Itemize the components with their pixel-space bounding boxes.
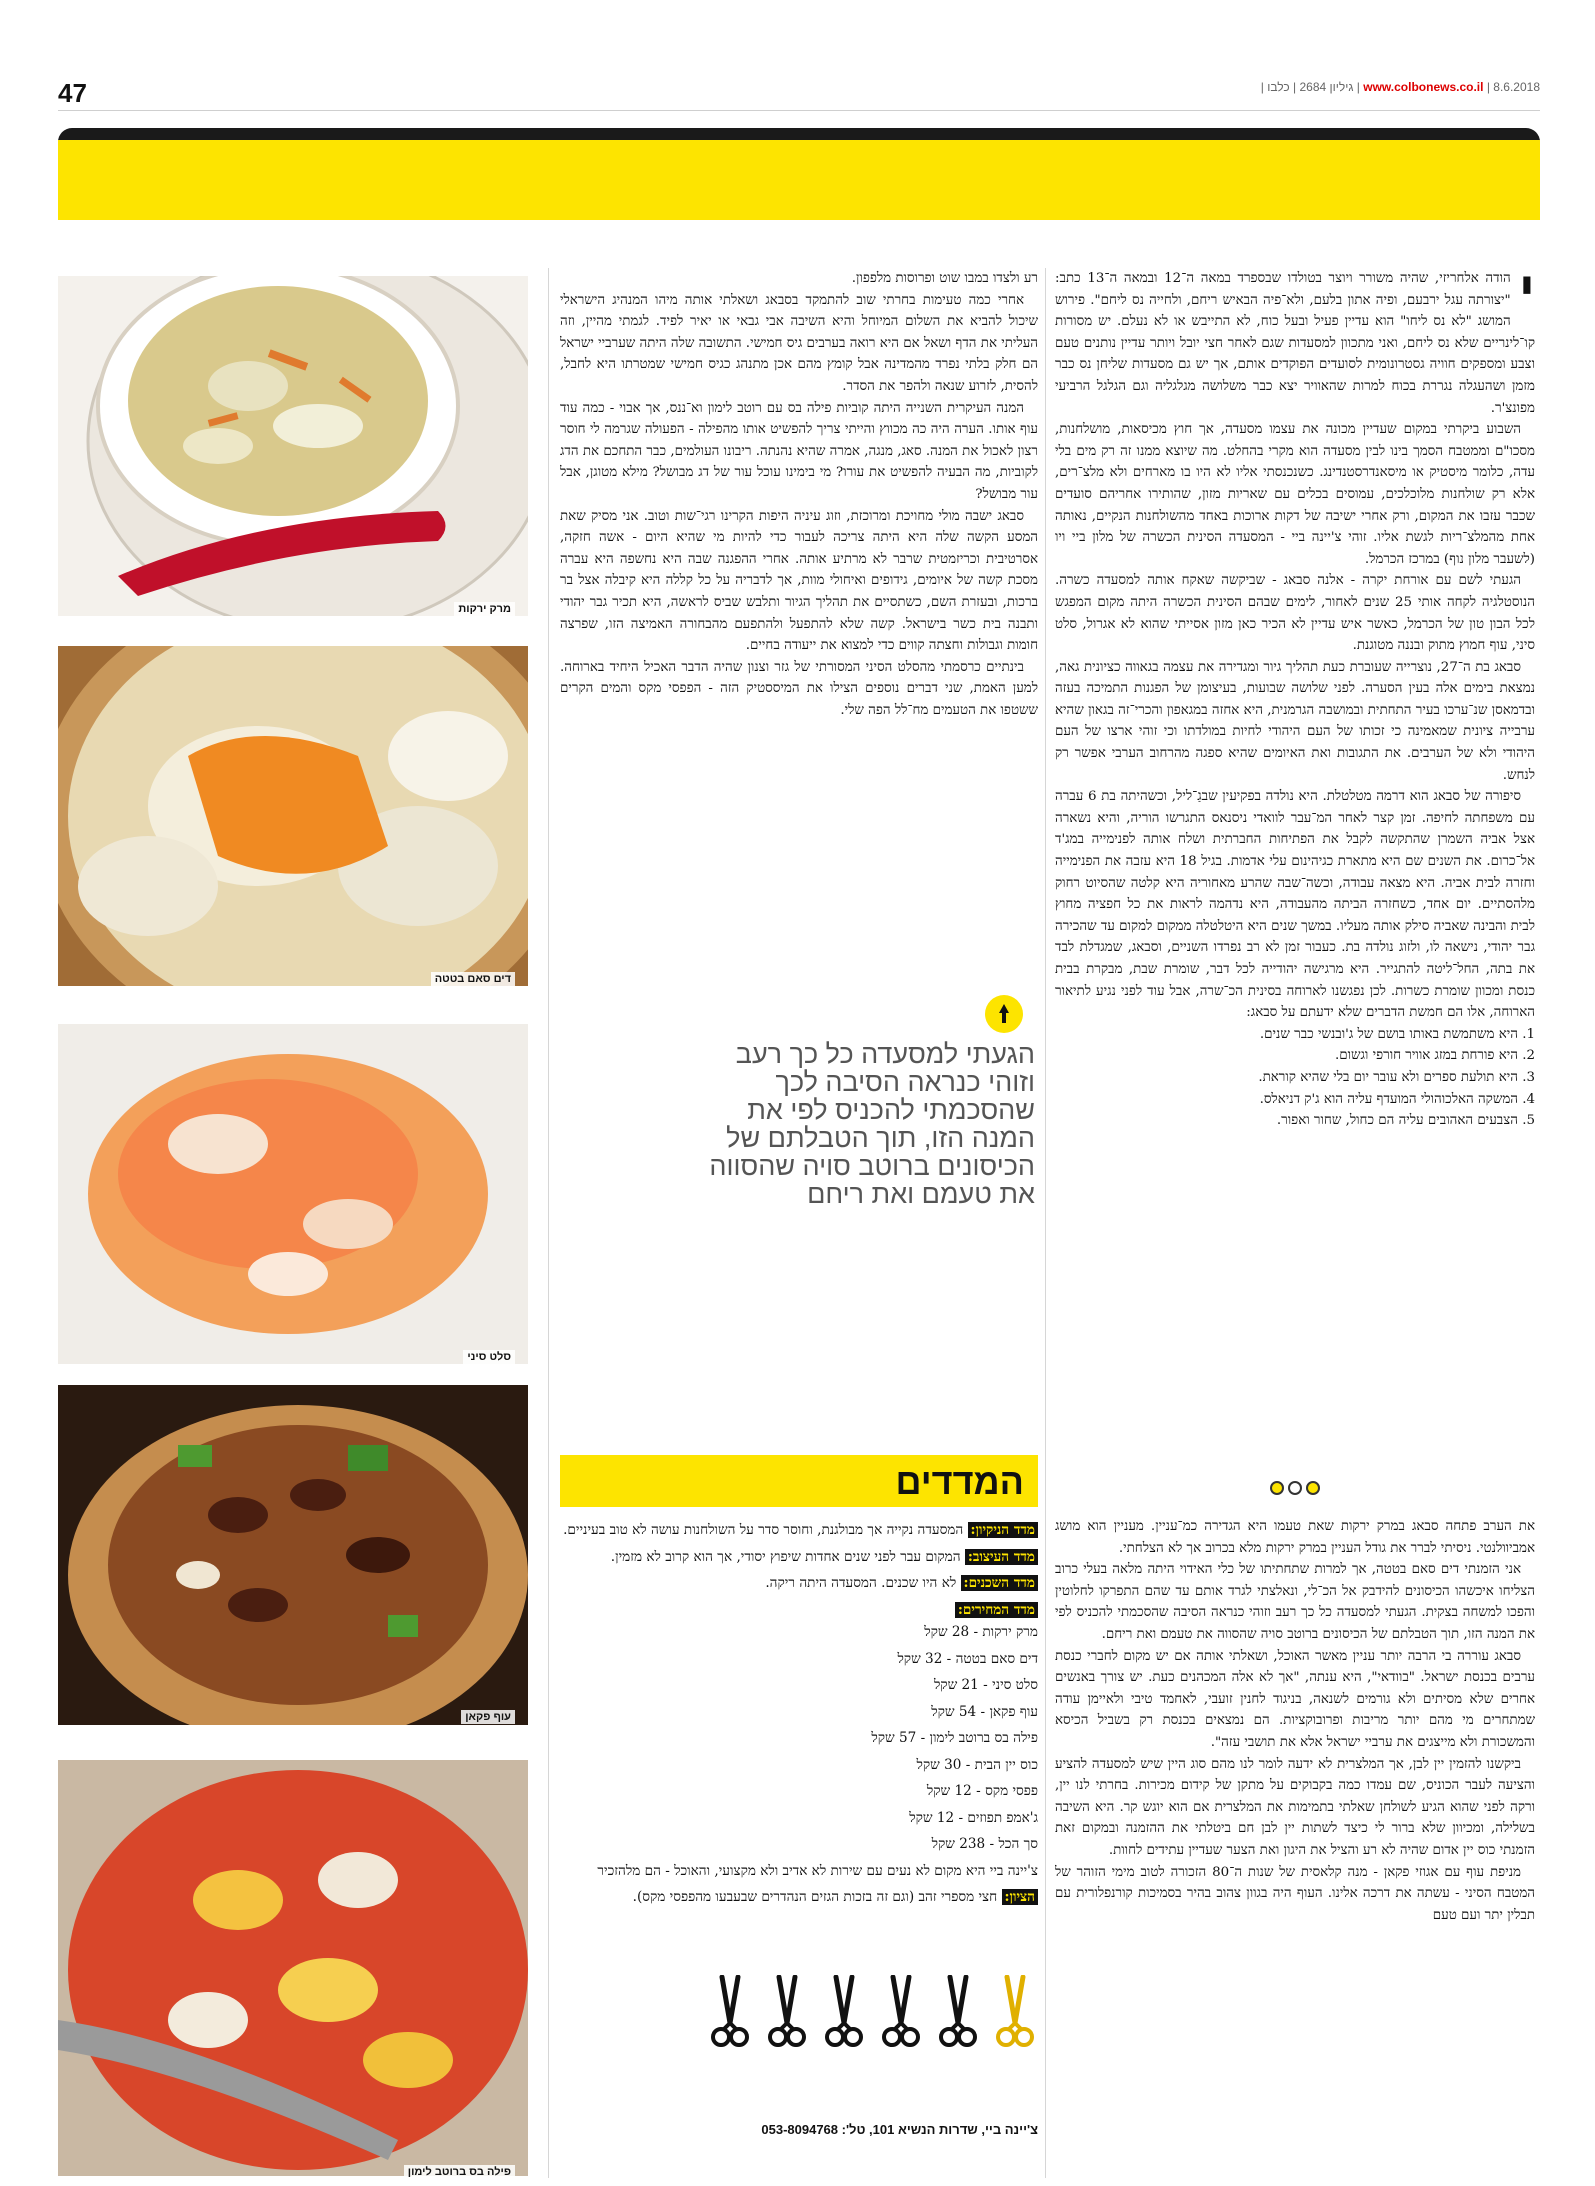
- paragraph: סבאג עוררה בי הרבה יותר עניין מאשר האוכל, ושאלתי אותה אם יש מקום לחברי כנסת ערבים בכנסת ישראל. "בוודאי", היא ענתה, "אך לא אלה המכהנים כעת. יש צורך באנשים אחרים שלא מסיתים ולא גורמים לשנאה, בניגוד לחנין זועבי, לאחמד טיבי ולאיימן עודה שמתחרים מי מהם יותר מריבות ופרובוקציות. הם נמצאים בכנסת רק בשביל הכיסא והמשכורת ולא מייצגים את ערביי ישראל אלא את תושבי עזה".: [1055, 1648, 1535, 1750]
- photo-caption: מרק ירקות: [454, 602, 515, 616]
- fact-item: 2. היא פורחת במזג אוויר חורפי וגשום.: [1334, 1048, 1535, 1064]
- fact-item: 1. היא משתמשת באותו בושם של ג'ובנשי כבר שנים.: [1259, 1026, 1535, 1042]
- article-column-1: [1055, 268, 1535, 1453]
- section-separator: [1055, 1480, 1535, 1499]
- price-item: סלט סיני - 21 שקל: [933, 1677, 1038, 1693]
- paragraph: סבאג ישבה מולי מחויכת ומרוכזת, וזוג עיניה היפות הקרינו רגי־שות וטוב. אני מסיק שאת המסע הקשה שלה היא היתה צריכה לעבור כדי להיות מי שהיא היום - אשה חזקה, אסרטיבית וכריזמטית שרבר לא מרתיע אותה. אחרי ההפגנה שבה היא נחשפה היא עברה מסכת קשה של איומים, גידופים ואיחולי מוות, אך לדבריה על כל קללה היא קיבלה אצל בר ברכות, ובעזרת השם, כשתסיים את תהליך הגיור ותלבש שביס לראשה, היא תכיר גבר יהודי ותבנה בית כשר בישראל. קשה שלא להתפעל ולהתפעם מהבחורה האמיצה הזו, שפרצה חומות וגבולות וחצתה קווים כדי למצוא את ייעודה בחיים.: [560, 508, 1038, 654]
- photo-caption: דים סאם בטטה: [431, 972, 515, 986]
- photo-salad: [58, 1024, 528, 1364]
- scissors-rating: [690, 1975, 1035, 2055]
- ratings-sidebar: [560, 1520, 1038, 1914]
- score-text: חצי מספרי זהב (וגם זה בזכות הגזים הנהדרים שבעבעו מהפפסי מקס).: [632, 1889, 998, 1905]
- photo-caption: עוף פקאן: [461, 1710, 515, 1724]
- paragraph: הגעתי לשם עם אורחת יקרה - אלנה סבאג - שביקשה שאקח אותה למסעדה כשרה. הנוסטלגיה לקחה אותי 25 שנים לאחור, לימים שבהם הסינית הכשרה היתה מקום המפגש לכל הבון טון של הכרמל, כאשר איש עדיין לא הכיר כאן מזון אסייתי שהוא לא אגרול, סלט סיני, עוף חמוץ מתוק ובננה מטוגנת.: [1055, 573, 1535, 654]
- scissors-icon: [708, 1975, 750, 2055]
- photo-caption: סלט סיני: [463, 1350, 515, 1364]
- photo-pecan-chicken: [58, 1385, 528, 1725]
- paragraph: סיפורה של סבאג הוא דרמה מטלטלת. היא נולדה בפקיעין שבגַ־ליל, וכשהיתה בת 6 עברה עם משפחתה לחיפה. זמן קצר לאחר המ־עבר לוואדי ניסנאס התגרשו הוריה, והיא נשארה אצל אביה השמרן שהתקשה לקבל את הפתיחות החברתית ושלח אותה לפנימייה במג'ד אל־כרום. את השנים שם היא מתארת כגיהינום עלי אדמות. בגיל 18 היא עזבה את הפנימייה וחזרה לבית אביה. היא מצאה עבודה, וכשה־שבה שהרע מאחוריה היא קלטה שהסיוט רחוק מלהסתיים. יום אחד, כשחזרה הביתה מהעבודה, היא נדהמה לראות את כל חפציה מחוץ לבית והבינה שאביה סילק אותה מעליו. במשך שנים היא היטלטלה ממקום למקום עד שהכירה גבר יהודי, נישאה לו, ולזוג נולדה בת. כעבור זמן לא רב נפרדו השניים, וסבאג, שמגדלת לבד את בתה, החל־ליטה להתגייר. היא מרגישה יהודייה לכל דבר, שומרת שבת, מבקרת בבית כנסת ומכוון שומרת כשרות. לכן נפגשנו לארוחה בסינית הכ־שרה, אבל עוד לפני נגיע לתיאור הארוחה, אלו הם חמשת הדברים שלא ידעתם על סבאג:: [1055, 789, 1535, 1021]
- rating-text: לא היו שכנים. המסעדה היתה ריקה.: [765, 1575, 957, 1591]
- paragraph: השבוע ביקרתי במקום שעדיין מכונה את עצמו מסעדה, אך חוץ מכיסאות, מושלחנות, מסכו"ם וממטבח הסמך בינו לבין מסעדה הוא מקרי בהחלט. מה שיוצא ממנו זה רק מים בלי עדה, כלומר מיסטיק או מיסאנדרסטנדינג. כשנכנסתי אליו לא היו בו מארחים ולא מלצ־רים, אלא רק שולחנות מלוכלכים, עמוסים בכלים עם שאריות מזון, שהותירו אחריהם סועדים שכבר עזבו את המקום, ורק אחרי ישיבה של דקות ארוכות באחד מהשולחנות הנקיים, נאותה אחת מהמלצ־ריות לגשת אליו. זוהי צ'יינה ביי - המסעדה הסינית הכשרה של מלון ביי ויו (לשעבר מלון נוף) במרכז הכרמל.: [1055, 422, 1535, 567]
- rating-tag: מדד המחירים:: [955, 1602, 1038, 1618]
- price-item: סך הכל - 238 שקל: [931, 1836, 1038, 1852]
- scissors-icon: [936, 1975, 978, 2055]
- rating-text: המקום עבר לפני שנים אחדות שיפוץ יסודי, אך הוא קרוב לא מזמין.: [610, 1548, 961, 1565]
- price-item: דים סאם בטטה - 32 שקל: [897, 1650, 1038, 1667]
- paragraph: המנה העיקרית השנייה היתה קוביות פילה בס עם רוטב לימון וא־ננס, אך אבוי - כמה עוד עוף אותו. הערה היה כה מכווץ והייתי צריך להפשיט אותו מהפילה - הפעולה שגרמה לי חוסר רצון לאכול את המנה. סאג, מנגה, אמרה שהיא נהנתה. ריבונו העולמים, כבר התחכם את הדג לקוביות, מה הבעיה להפשיט את עורו? מי בימינו עוכל עור של דג מבושל? מילא מטוגן, אבל עור מבושל?: [560, 400, 1038, 502]
- paragraph: הודה אלחריזי, שהיה משורר ויוצר בטולדו שבספרד במאה ה־12 ובמאה ה־13 כתב: "יצורתה עגל ירבעם, ופיה אתון בלעם, ולא־פיה הבאיש ריחם, ולחייה נס ליחם". פירוש המושג "לא נס ליחו" הוא עדיין פעיל ובעל כוח, לא התייבש או לא נעלם. יש מסורות קו־לינריים שלא נס ליחם, ואני מתכוון למסעדות שגם לאחר חצי יובל ויותר עדיין נותנים טעם וצבע ומספקים חוויה גסטרונומית לסועדים הפוקדים אותם, אך יש גם מסעדות שליחן נס כבר מזמן ושהעגלה נגררת בכוח למרות שהאוויר יצא כבר משלושה מגלגליה וגם הגלגל הרביעי מפונצ'ר.: [1055, 271, 1535, 416]
- scissors-icon: [822, 1975, 864, 2055]
- column-divider: [548, 268, 549, 2178]
- article-column-1b: [1055, 1516, 1535, 2181]
- page-number: 47: [58, 78, 87, 108]
- rating-text: המסעדה נקייה אך מבולגנת, וחוסר סדר על השולחנות עושה לא טוב בעיניים.: [563, 1522, 964, 1538]
- paragraph: ביקשנו להזמין יין לבן, אך המלצרית לא ידעה לומר לנו מהם סוג היין שיש למסעדה להציע והציעה לעבר הכוניס, שם עמדו כמה בקבוקים על מתקן של קידום מכירות. בחרתי לנו יין, ורקה לפני שהוא הגיע לשולחן שאלתי בתמימות את המלצרית אם הוא יוגש קר. היא השיבה בשלילה, ומכיוון שלא ברור לי כיצד לשתות יין לבן חם ביטלתי את ההזמנה ובמקום זאת הזמנתי כוס יין אדום שהיה לא רע והציל את היגון ואת הצער שעדיין עתידים לחוות.: [1055, 1756, 1535, 1858]
- drop-cap: י: [1518, 268, 1535, 321]
- fact-item: 5. הצבעים האהובים עליה הם כחול, שחור ואפור.: [1276, 1113, 1535, 1129]
- pull-quote: הגעתי למסעדה כל כך רעב וזוהי כנראה הסיבה לכך שהסכמתי להכניס לפי את המנה הזו, תוך הטבלתם של הכיסונים ברוטב סויה שהסווה את טעמם ואת ריחם: [709, 1039, 1035, 1209]
- photo-caption: פילה בס ברוטב לימון: [404, 2165, 515, 2179]
- separator-dot-icon: [1306, 1481, 1320, 1495]
- article-column-2: [560, 268, 1038, 888]
- paragraph: סבאג בת ה־27, נוצרייה שעוברת כעת תהליך גיור ומגדירה את עצמה בגאווה כציונית גאה, נמצאת בימים אלה בעין הסערה. לפני שלושה שבועות, בעיצומן של הפגנות התמיכה בעזה ובדמאסן שנ־ערכו בעיר התחתית ובמושבה הגרמנית, היא אחזה במגאפון והכרי־זה בגאון שהיא ערבייה ציונית שמאמינה כי זכותו של העם היהודי לחיות במולדתו וכי זוהי ארצו של העם היהודי ולא של הערבים. את התגובות ואת האיומים שהיא ספגה מהרחוב הערבי אפשר רק לנחש.: [1055, 659, 1535, 783]
- issue-info: 8.6.2018 | גיליון 2684 | כלבו |: [1260, 80, 1540, 94]
- price-item: מרק ירקות - 28 שקל: [924, 1624, 1038, 1640]
- price-item: פילה בס ברוטב לימון - 57 שקל: [871, 1730, 1038, 1746]
- gold-scissors-icon: [993, 1975, 1035, 2055]
- rating-tag: הציון:: [1002, 1889, 1038, 1905]
- photo-dimsum: [58, 646, 528, 986]
- price-item: כוס יין הבית - 30 שקל: [916, 1756, 1038, 1773]
- paragraph: אני הזמנתי דים סאם בטטה, אך למרות שתחתיתו של כלי האידוי היתה מלאה בעלי כרוב הצליחו איכשהו הכיסונים להידבק אל הכ־לי, ונאלצתי לגרד אותם עד שהם התפרקו לחלוטין והפכו למשחה בצקית. הגעתי למסעדה כל כך רעב וזוהי כנראה הסיבה שהסכמתי להכניס לפי את המנה הזו, תוך הטבלתם של הכיסונים ברוטב סויה שהסווה את טעמם ואת ריחם.: [1055, 1562, 1535, 1642]
- paragraph: את הערב פתחה סבאג במרק ירקות שאת טעמו היא הגדירה כמ־עניין. מעניין הוא מושג אמביוולנטי. ניסיתי לברר את גודל העניין במרק ירקות מלא בכרוב אך לא הצלחתי.: [1055, 1519, 1535, 1556]
- paragraph: מניפת עוף עם אגוזי פקאן - מנה קלאסית של שנות ה־80 הזכורה לטוב מימי הזוהר של המטבח הסיני - עשתה את דרכה אלינו. העוף היה בגוון צהוב בהיר בסמיכות קורנפלורית עם תבלין יתר ועם טעם: [1055, 1864, 1535, 1923]
- fact-item: 3. היא תולעת ספרים ולא עובר יום בלי שהיא קוראת.: [1258, 1069, 1535, 1085]
- sidebar-title-box: [560, 1455, 1038, 1507]
- page-header-info: www.colbonews.co.il | 8.6.2018 | גיליון 2684 | כלבו |: [1260, 80, 1540, 94]
- photo-fish-fillet: [58, 1760, 528, 2176]
- arrow-up-icon: [985, 995, 1023, 1033]
- separator-dot-icon: [1288, 1481, 1302, 1495]
- header-divider: [58, 110, 1540, 111]
- photo-soup: [58, 276, 528, 616]
- rating-tag: מדד העיצוב:: [965, 1549, 1038, 1565]
- rating-tag: מדד השכנים:: [961, 1575, 1038, 1591]
- scissors-icon: [879, 1975, 921, 2055]
- price-item: עוף פקאן - 54 שקל: [931, 1703, 1038, 1720]
- price-item: ג'אמפ תפוזים - 12 שקל: [909, 1809, 1038, 1826]
- restaurant-address: צ'יינה ביי, שדרות הנשיא 101, טל': 053-8094768: [761, 2122, 1038, 2137]
- paragraph: אחרי כמה טעימות בחרתי שוב להתמקד בסבאג ושאלתי אותה מיהו המנהיג הישראלי שיכול להביא את השלום המיוחל והיא השיבה אבי גבאי או יאיר לפיד. לגמתי מהיין, וזה העליתי את הדף ושאל אם היא רואה בערבים גיס חמישי. התשובה שלה היתה שערביי ישראל הם חלק בלתי נפרד מהמדינה אבל קומץ מהם אכן מתנהג כגיס חמישי שמטרתו היא לחבל, להסית, לזרוע שנאה ולהפר את הסדר.: [560, 292, 1038, 394]
- scissors-icon: [765, 1975, 807, 2055]
- summary-text: צ'יינה ביי היא מקום לא נעים עם שירות לא אדיב ולא מקצועי, והאוכל - הם מלהזכיר: [597, 1862, 1038, 1879]
- rating-tag: מדד הניקיון:: [968, 1522, 1038, 1538]
- paragraph: בינתיים כרסמתי מהסלט הסיני המסורתי של גזר וצנון שהיה הדבר האכיל היחיד בארוחה. למען האמת, שני דברים נוספים הצילו את המיססטיק הזה - הפפסי מקס והמים הקרים ששטפו את הטעמים מח־לל הפה שלי.: [560, 659, 1038, 718]
- fact-item: 4. המשקה האלכוהולי המועדף עליה הוא ג'ק דניאלס.: [1259, 1091, 1535, 1107]
- column-divider: [1045, 268, 1046, 2178]
- title-banner: [58, 140, 1540, 220]
- sidebar-title: המדדים: [895, 1461, 1024, 1502]
- separator-dot-icon: [1270, 1481, 1284, 1495]
- paragraph: רע ולצדו במבו שוט ופרוסות מלפפון.: [851, 271, 1038, 286]
- site-url[interactable]: www.colbonews.co.il: [1363, 80, 1484, 94]
- price-item: פפסי מקס - 12 שקל: [926, 1783, 1038, 1799]
